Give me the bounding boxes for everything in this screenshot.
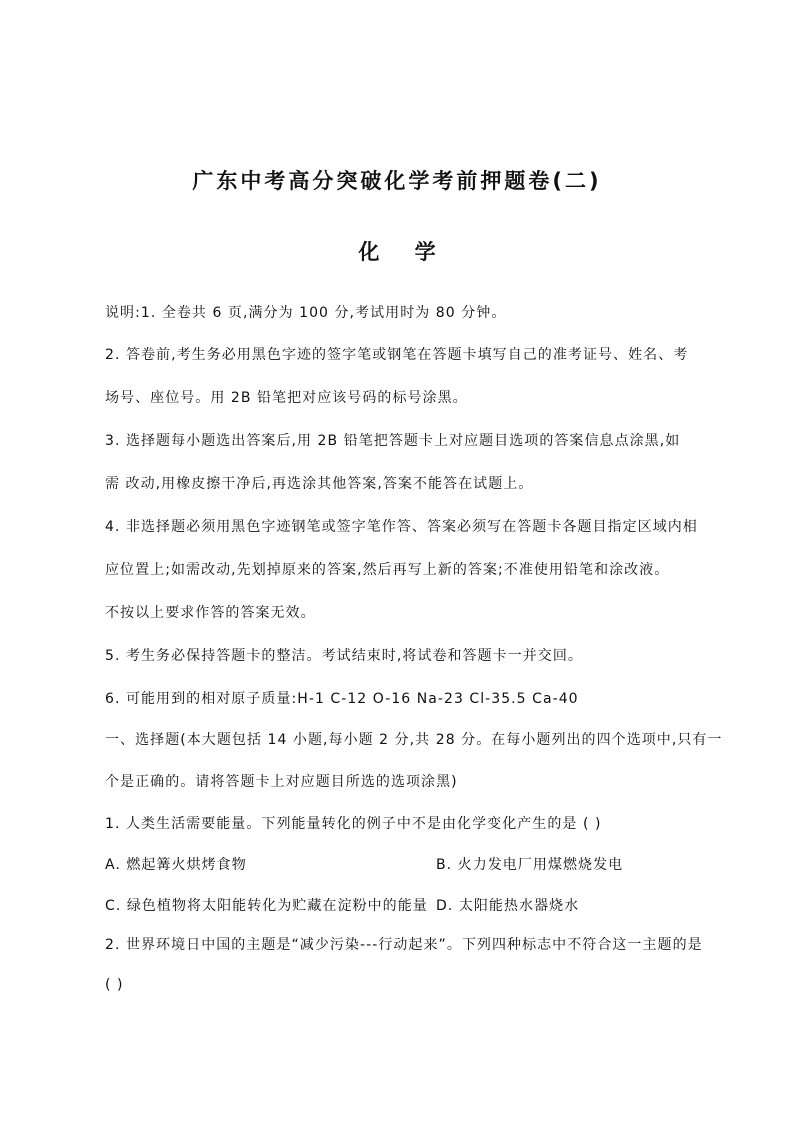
subject-title: 化 学 bbox=[358, 240, 450, 264]
question-2-stem-line-1: 2. 世界环境日中国的主题是“减少污染---行动起来”。下列四种标志中不符合这一主题的是 bbox=[105, 937, 703, 953]
section-heading-line-1: 一、选择题(本大题包括 14 小题,每小题 2 分,共 28 分。在每小题列出的四个选项中,只有一 bbox=[105, 732, 723, 748]
question-1-stem: 1. 人类生活需要能量。下列能量转化的例子中不是由化学变化产生的是 ( ) bbox=[105, 816, 602, 832]
instruction-line-3: 场号、座位号。用 2B 铅笔把对应该号码的标号涂黑。 bbox=[105, 390, 468, 406]
instruction-line-5: 需 改动,用橡皮擦干净后,再选涂其他答案,答案不能答在试题上。 bbox=[105, 476, 534, 492]
question-1-option-c: C. 绿色植物将太阳能转化为贮藏在淀粉中的能量 bbox=[105, 898, 428, 914]
question-1-option-a: A. 燃起篝火烘烤食物 bbox=[105, 857, 247, 873]
instruction-line-9: 5. 考生务必保持答题卡的整洁。考试结束时,将试卷和答题卡一并交回。 bbox=[105, 648, 583, 664]
question-1-option-d: D. 太阳能热水器烧水 bbox=[436, 898, 580, 914]
instruction-line-1: 说明:1. 全卷共 6 页,满分为 100 分,考试用时为 80 分钟。 bbox=[105, 305, 507, 321]
question-1-option-b: B. 火力发电厂用煤燃烧发电 bbox=[436, 857, 624, 873]
section-heading-line-2: 个是正确的。请将答题卡上对应题目所选的选项涂黑) bbox=[105, 774, 458, 790]
instruction-line-8: 不按以上要求作答的答案无效。 bbox=[105, 605, 316, 621]
instruction-line-6: 4. 非选择题必须用黑色字迹钢笔或签字笔作答、答案必须写在答题卡各题目指定区域内相 bbox=[105, 519, 698, 535]
question-2-stem-line-2: ( ) bbox=[105, 977, 124, 993]
instruction-line-10: 6. 可能用到的相对原子质量:H-1 C-12 O-16 Na-23 Cl-35.5 Ca-40 bbox=[105, 691, 579, 707]
instruction-line-2: 2. 答卷前,考生务必用黑色字迹的签字笔或钢笔在答题卡填写自己的准考证号、姓名、考 bbox=[105, 347, 689, 363]
exam-title: 广东中考高分突破化学考前押题卷(二) bbox=[192, 169, 602, 193]
instruction-line-4: 3. 选择题每小题选出答案后,用 2B 铅笔把答题卡上对应题目选项的答案信息点涂黑,如 bbox=[105, 433, 681, 449]
instruction-line-7: 应位置上;如需改动,先划掉原来的答案,然后再写上新的答案;不准使用铅笔和涂改液。 bbox=[105, 562, 670, 578]
